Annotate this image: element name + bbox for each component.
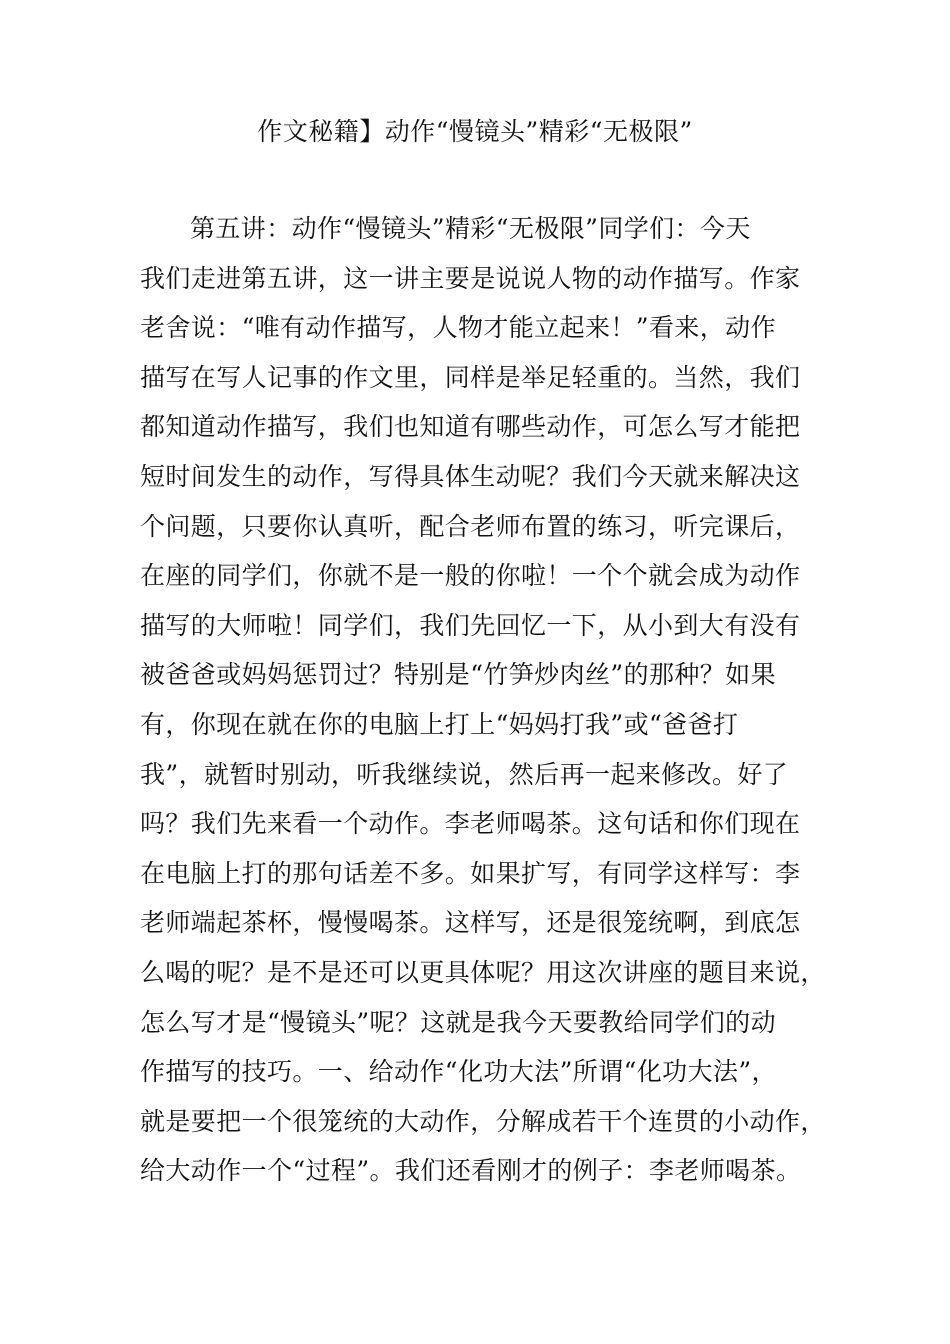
body-line: 老师端起茶杯，慢慢喝茶。这样写，还是很笼统啊，到底怎 (140, 908, 801, 938)
body-line: 个问题，只要你认真听，配合老师布置的练习，听完课后， (140, 511, 801, 541)
body-line: 有，你现在就在你的电脑上打上“妈妈打我”或“爸爸打 (140, 709, 739, 739)
body-line: 都知道动作描写，我们也知道有哪些动作，可怎么写才能把 (140, 412, 801, 442)
body-line: 短时间发生的动作，写得具体生动呢？我们今天就来解决这 (140, 461, 801, 491)
body-line: 么喝的呢？是不是还可以更具体呢？用这次讲座的题目来说， (140, 957, 826, 987)
body-line: 怎么写才是“慢镜头”呢？这就是我今天要教给同学们的动 (140, 1007, 776, 1037)
body-line: 描写在写人记事的作文里，同样是举足轻重的。当然，我们 (140, 362, 801, 392)
body-line: 就是要把一个很笼统的大动作，分解成若干个连贯的小动作， (140, 1106, 826, 1136)
body-line: 在电脑上打的那句话差不多。如果扩写，有同学这样写：李 (140, 858, 801, 888)
body-line: 吗？我们先来看一个动作。李老师喝茶。这句话和你们现在 (140, 809, 801, 839)
body-line: 给大动作一个“过程”。我们还看刚才的例子：李老师喝茶。 (140, 1156, 802, 1186)
document-body (140, 204, 828, 1196)
body-line: 描写的大师啦！同学们，我们先回忆一下，从小到大有没有 (140, 610, 801, 640)
body-line: 我们走进第五讲，这一讲主要是说说人物的动作描写。作家 (140, 263, 801, 293)
body-line: 在座的同学们，你就不是一般的你啦！一个个就会成为动作 (140, 561, 801, 591)
body-line: 作描写的技巧。一、给动作“化功大法”所谓“化功大法”， (140, 1057, 777, 1087)
body-line: 第五讲：动作“慢镜头”精彩“无极限”同学们：今天 (190, 214, 751, 243)
body-line: 被爸爸或妈妈惩罚过？特别是“竹笋炒肉丝”的那种？如果 (140, 660, 776, 690)
body-line: 我”，就暂时别动，听我继续说，然后再一起来修改。好了 (140, 759, 789, 789)
body-line: 老舍说：“唯有动作描写，人物才能立起来！”看来，动作 (140, 313, 776, 343)
document-title: 作文秘籍】动作“慢镜头”精彩“无极限” (257, 117, 693, 146)
